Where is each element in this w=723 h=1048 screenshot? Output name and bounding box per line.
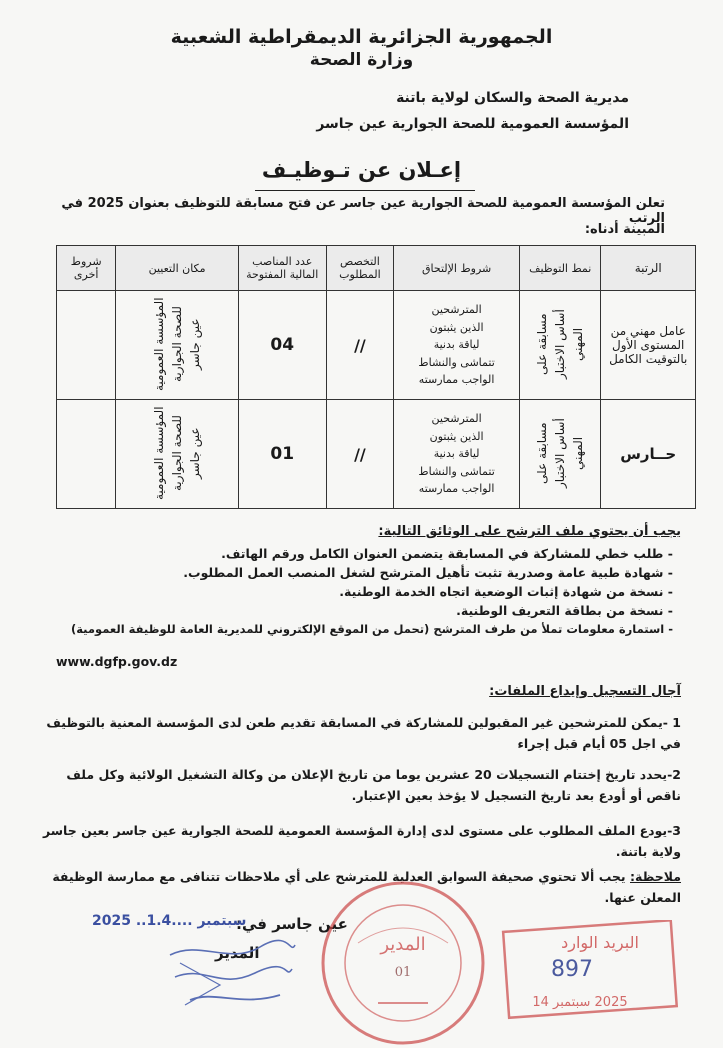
intro-line-1: تعلن المؤسسة العمومية للصحة الجوارية عين جاسر عن فتح مسابقة للتوظيف بعنوان 2025 في الرتب (61, 196, 665, 226)
row-conditions (394, 400, 520, 509)
row-grade: حــارس (601, 400, 696, 509)
list-item: - استمارة معلومات تملأ من طرف المترشح (تحمل من الموقع الإلكتروني للمديرية العامة للوظيفة العمومية) (70, 622, 673, 636)
institution-name: المؤسسة العمومية للصحة الجوارية عين جاسر (316, 116, 629, 132)
row-posts: 01 (238, 400, 326, 509)
header-conditions: شروط الإلتحاق (394, 246, 520, 291)
country-header: الجمهورية الجزائرية الديمقراطية الشعبية (170, 26, 553, 48)
positions-table (56, 245, 696, 509)
header-specialty: التخصص المطلوب (326, 246, 393, 291)
signature-date: 2025 ..1.4.... سبتمبر (92, 913, 247, 929)
row-place-text: المؤسسة العمومية للصحة الجوارية عين جاسر (152, 296, 203, 391)
header-mode: نمط التوظيف (520, 246, 601, 291)
list-item: - نسخة من شهادة إثبات الوضعية اتجاه الخدمة الوطنية. (339, 584, 673, 599)
condition-line: الذين يثبتون (429, 320, 484, 334)
row-place (116, 400, 238, 509)
row-mode (520, 400, 601, 509)
row-other (57, 400, 116, 509)
list-item: - نسخة من بطاقة التعريف الوطنية. (456, 603, 673, 618)
directorate-name: مديرية الصحة والسكان لولاية باتنة (396, 90, 629, 106)
row-mode (520, 291, 601, 400)
row-posts: 04 (238, 291, 326, 400)
condition-line: تتماشى والنشاط (418, 355, 495, 369)
rect-stamp-date: 2025 سبتمبر 14 (532, 995, 628, 1010)
header-grade: الرتبة (601, 246, 696, 291)
condition-line: المترشحين (431, 303, 482, 317)
website-link[interactable]: www.dgfp.gov.dz (56, 654, 178, 669)
documents-title: يجب أن يحتوي ملف الترشح على الوثائق التالية: (378, 524, 681, 539)
official-round-stamp (318, 878, 488, 1048)
row-place (116, 291, 238, 400)
received-mail-stamp (500, 920, 680, 1020)
row-grade: عامل مهني من المستوى الأول بالتوقيت الكامل (601, 291, 696, 400)
condition-line: الواجب ممارسته (418, 482, 495, 496)
round-stamp-title: المدير (380, 934, 426, 955)
documents-list (33, 546, 673, 641)
page-title: إعـلان عن تـوظيـف (261, 158, 462, 182)
round-stamp-number: 01 (394, 965, 412, 980)
table-row (57, 291, 696, 400)
condition-line: لياقة بدنية (433, 338, 480, 352)
ministry-header: وزارة الصحة (309, 50, 414, 70)
condition-line: الذين يثبتون (429, 429, 484, 443)
rect-stamp-number: 897 (551, 957, 593, 982)
rect-stamp-title: البريد الوارد (561, 933, 639, 952)
table-row (57, 400, 696, 509)
handwritten-signature (160, 935, 300, 1015)
header-place: مكان التعيين (116, 246, 238, 291)
list-item: - طلب خطي للمشاركة في المسابقة يتضمن العنوان الكامل ورقم الهاتف. (221, 546, 673, 561)
list-item: - شهادة طبية عامة وصدرية تثبت تأهيل المترشح لشغل المنصب العمل المطلوب. (183, 565, 673, 580)
deadline-paragraph-2: 2-يحدد تاريخ إختتام التسجيلات 20 عشرين يوما من تاريخ الإعلان من وكالة التشغيل الولائية وكل ملف ناقص أو أودع بعد تاريخ التسجيل لا يؤخذ بعين الإعتبار. (66, 767, 681, 804)
signature-place: عين جاسر في: (236, 915, 348, 933)
deadlines-title: آجال التسجيل وإيداع الملفات: (489, 684, 681, 699)
header-posts: عدد المناصب المالية المفتوحة (238, 246, 326, 291)
intro-line-2: المبينة أدناه: (584, 222, 665, 237)
header-other: شروط أخرى (57, 246, 116, 291)
deadline-paragraph-3: 3-يودع الملف المطلوب على مستوى لدى إدارة المؤسسة العمومية للصحة الجوارية عين جاسر بعين جاسر ولاية باتنة. (42, 823, 681, 860)
row-conditions (394, 291, 520, 400)
row-other (57, 291, 116, 400)
deadline-paragraph-1: 1 -يمكن للمترشحين غير المقبولين للمشاركة في المسابقة تقديم طعن لدى المؤسسة المعنية بالتوظيف في اجل 05 أيام قبل إجراء (46, 715, 681, 752)
condition-line: تتماشى والنشاط (418, 464, 495, 478)
row-mode-text: مسابقة على أساس الاختبار المهني (535, 308, 586, 379)
row-place-text: المؤسسة العمومية للصحة الجوارية عين جاسر (152, 405, 203, 500)
condition-line: لياقة بدنية (433, 447, 480, 461)
condition-line: المترشحين (431, 412, 482, 426)
row-mode-text: مسابقة على أساس الاختبار المهني (535, 417, 586, 488)
row-specialty: // (326, 400, 393, 509)
row-specialty: // (326, 291, 393, 400)
note-text: يجب ألا تحتوي صحيفة السوابق العدلية للمترشح على أي ملاحظات تتنافى مع ممارسة الوظيفة المعلن عنها. (52, 869, 681, 906)
signature-title: المدير (215, 944, 260, 962)
title-underline (255, 190, 475, 191)
note-label: ملاحظة: (630, 869, 681, 884)
condition-line: الواجب ممارسته (418, 373, 495, 387)
table-header-row (57, 246, 696, 291)
